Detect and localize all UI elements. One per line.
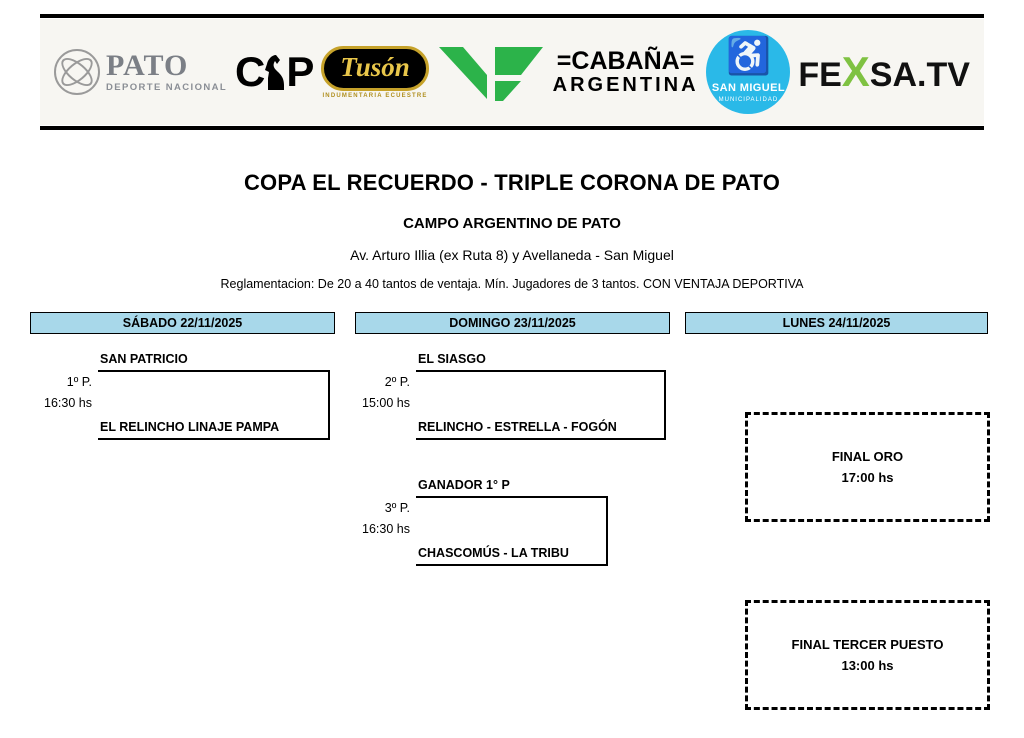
match-1-order: 1º P. <box>66 375 92 389</box>
cabana-logo-line1: =CABAÑA= <box>556 47 695 76</box>
match-3-order: 3º P. <box>384 501 410 515</box>
venue-name: CAMPO ARGENTINO DE PATO <box>403 215 621 232</box>
pato-logo-tagline: DEPORTE NACIONAL <box>106 82 228 94</box>
match-block-3 <box>350 478 680 570</box>
cabana-logo-line2: ARGENTINA <box>552 73 699 96</box>
sponsor-logo-green <box>437 19 545 125</box>
final-oro-box <box>745 412 990 522</box>
match-3-time: 16:30 hs <box>362 522 410 537</box>
final-tercer-time: 13:00 hs <box>841 658 894 673</box>
sponsor-logo-san-miguel <box>706 30 790 114</box>
fexsa-part3: SA.TV <box>869 56 970 94</box>
final-tercer-puesto-box <box>745 600 990 710</box>
match-2-meta <box>350 372 410 415</box>
page-title: COPA EL RECUERDO - TRIPLE CORONA DE PATO <box>243 170 781 195</box>
match-2-time: 15:00 hs <box>362 396 410 411</box>
venue-address: Av. Arturo Illia (ex Ruta 8) y Avellaneda - San Miguel <box>350 247 674 263</box>
match-2-team-bottom: RELINCHO - ESTRELLA - FOGÓN <box>418 420 617 434</box>
sponsor-logo-fexsa <box>798 19 970 125</box>
san-miguel-logo-text: SAN MIGUEL <box>711 82 785 94</box>
match-1-team-top: SAN PATRICIO <box>100 352 188 366</box>
match-1-team-bottom: EL RELINCHO LINAJE PAMPA <box>100 420 280 434</box>
match-2-team-top: EL SIASGO <box>418 352 486 366</box>
csp-logo-text: C P <box>235 48 314 95</box>
fexsa-x-icon: X <box>841 48 870 95</box>
day-header-saturday: SÁBADO 22/11/2025 <box>30 312 335 334</box>
match-block-2 <box>350 352 680 444</box>
match-1-time: 16:30 hs <box>44 396 92 411</box>
fexsa-part1: FE <box>798 56 842 94</box>
sponsor-logo-tuson <box>321 19 429 125</box>
sponsor-banner <box>40 14 984 130</box>
green-chevrons-icon <box>437 41 545 103</box>
day-header-sunday: DOMINGO 23/11/2025 <box>355 312 670 334</box>
san-miguel-seal-icon: ♿ <box>726 35 771 76</box>
final-oro-time: 17:00 hs <box>841 470 894 485</box>
match-1-meta <box>30 372 92 415</box>
match-3-team-bottom: CHASCOMÚS - LA TRIBU <box>418 546 569 560</box>
tuson-logo-tagline: INDUMENTARIA ECUESTRE <box>322 92 428 99</box>
sponsor-logo-csp <box>235 19 313 125</box>
match-2-order: 2º P. <box>384 375 410 389</box>
sponsor-logo-strip <box>40 18 984 126</box>
banner-bottom-rule <box>40 126 984 130</box>
day-header-monday: LUNES 24/11/2025 <box>685 312 988 334</box>
match-block-1 <box>30 352 340 444</box>
fexsa-logo-text <box>798 48 970 96</box>
final-oro-label: FINAL ORO <box>831 449 904 464</box>
tuson-logo-text: Tusón <box>340 51 410 82</box>
sponsor-logo-pato <box>54 19 227 125</box>
pato-logo-text: PATO <box>106 49 189 83</box>
san-miguel-logo-tagline: MUNICIPALIDAD <box>718 97 779 103</box>
pato-emblem-icon <box>54 49 100 95</box>
tuson-pill-icon <box>321 46 429 91</box>
match-3-meta <box>350 498 410 541</box>
knight-chess-icon <box>264 52 286 92</box>
tournament-rules: Reglamentacion: De 20 a 40 tantos de ventaja. Mín. Jugadores de 3 tantos. CON VENTAJA DEPORTIVA <box>220 277 804 291</box>
match-3-team-top: GANADOR 1° P <box>418 478 510 492</box>
final-tercer-label: FINAL TERCER PUESTO <box>791 637 944 652</box>
sponsor-logo-cabana <box>553 19 699 125</box>
